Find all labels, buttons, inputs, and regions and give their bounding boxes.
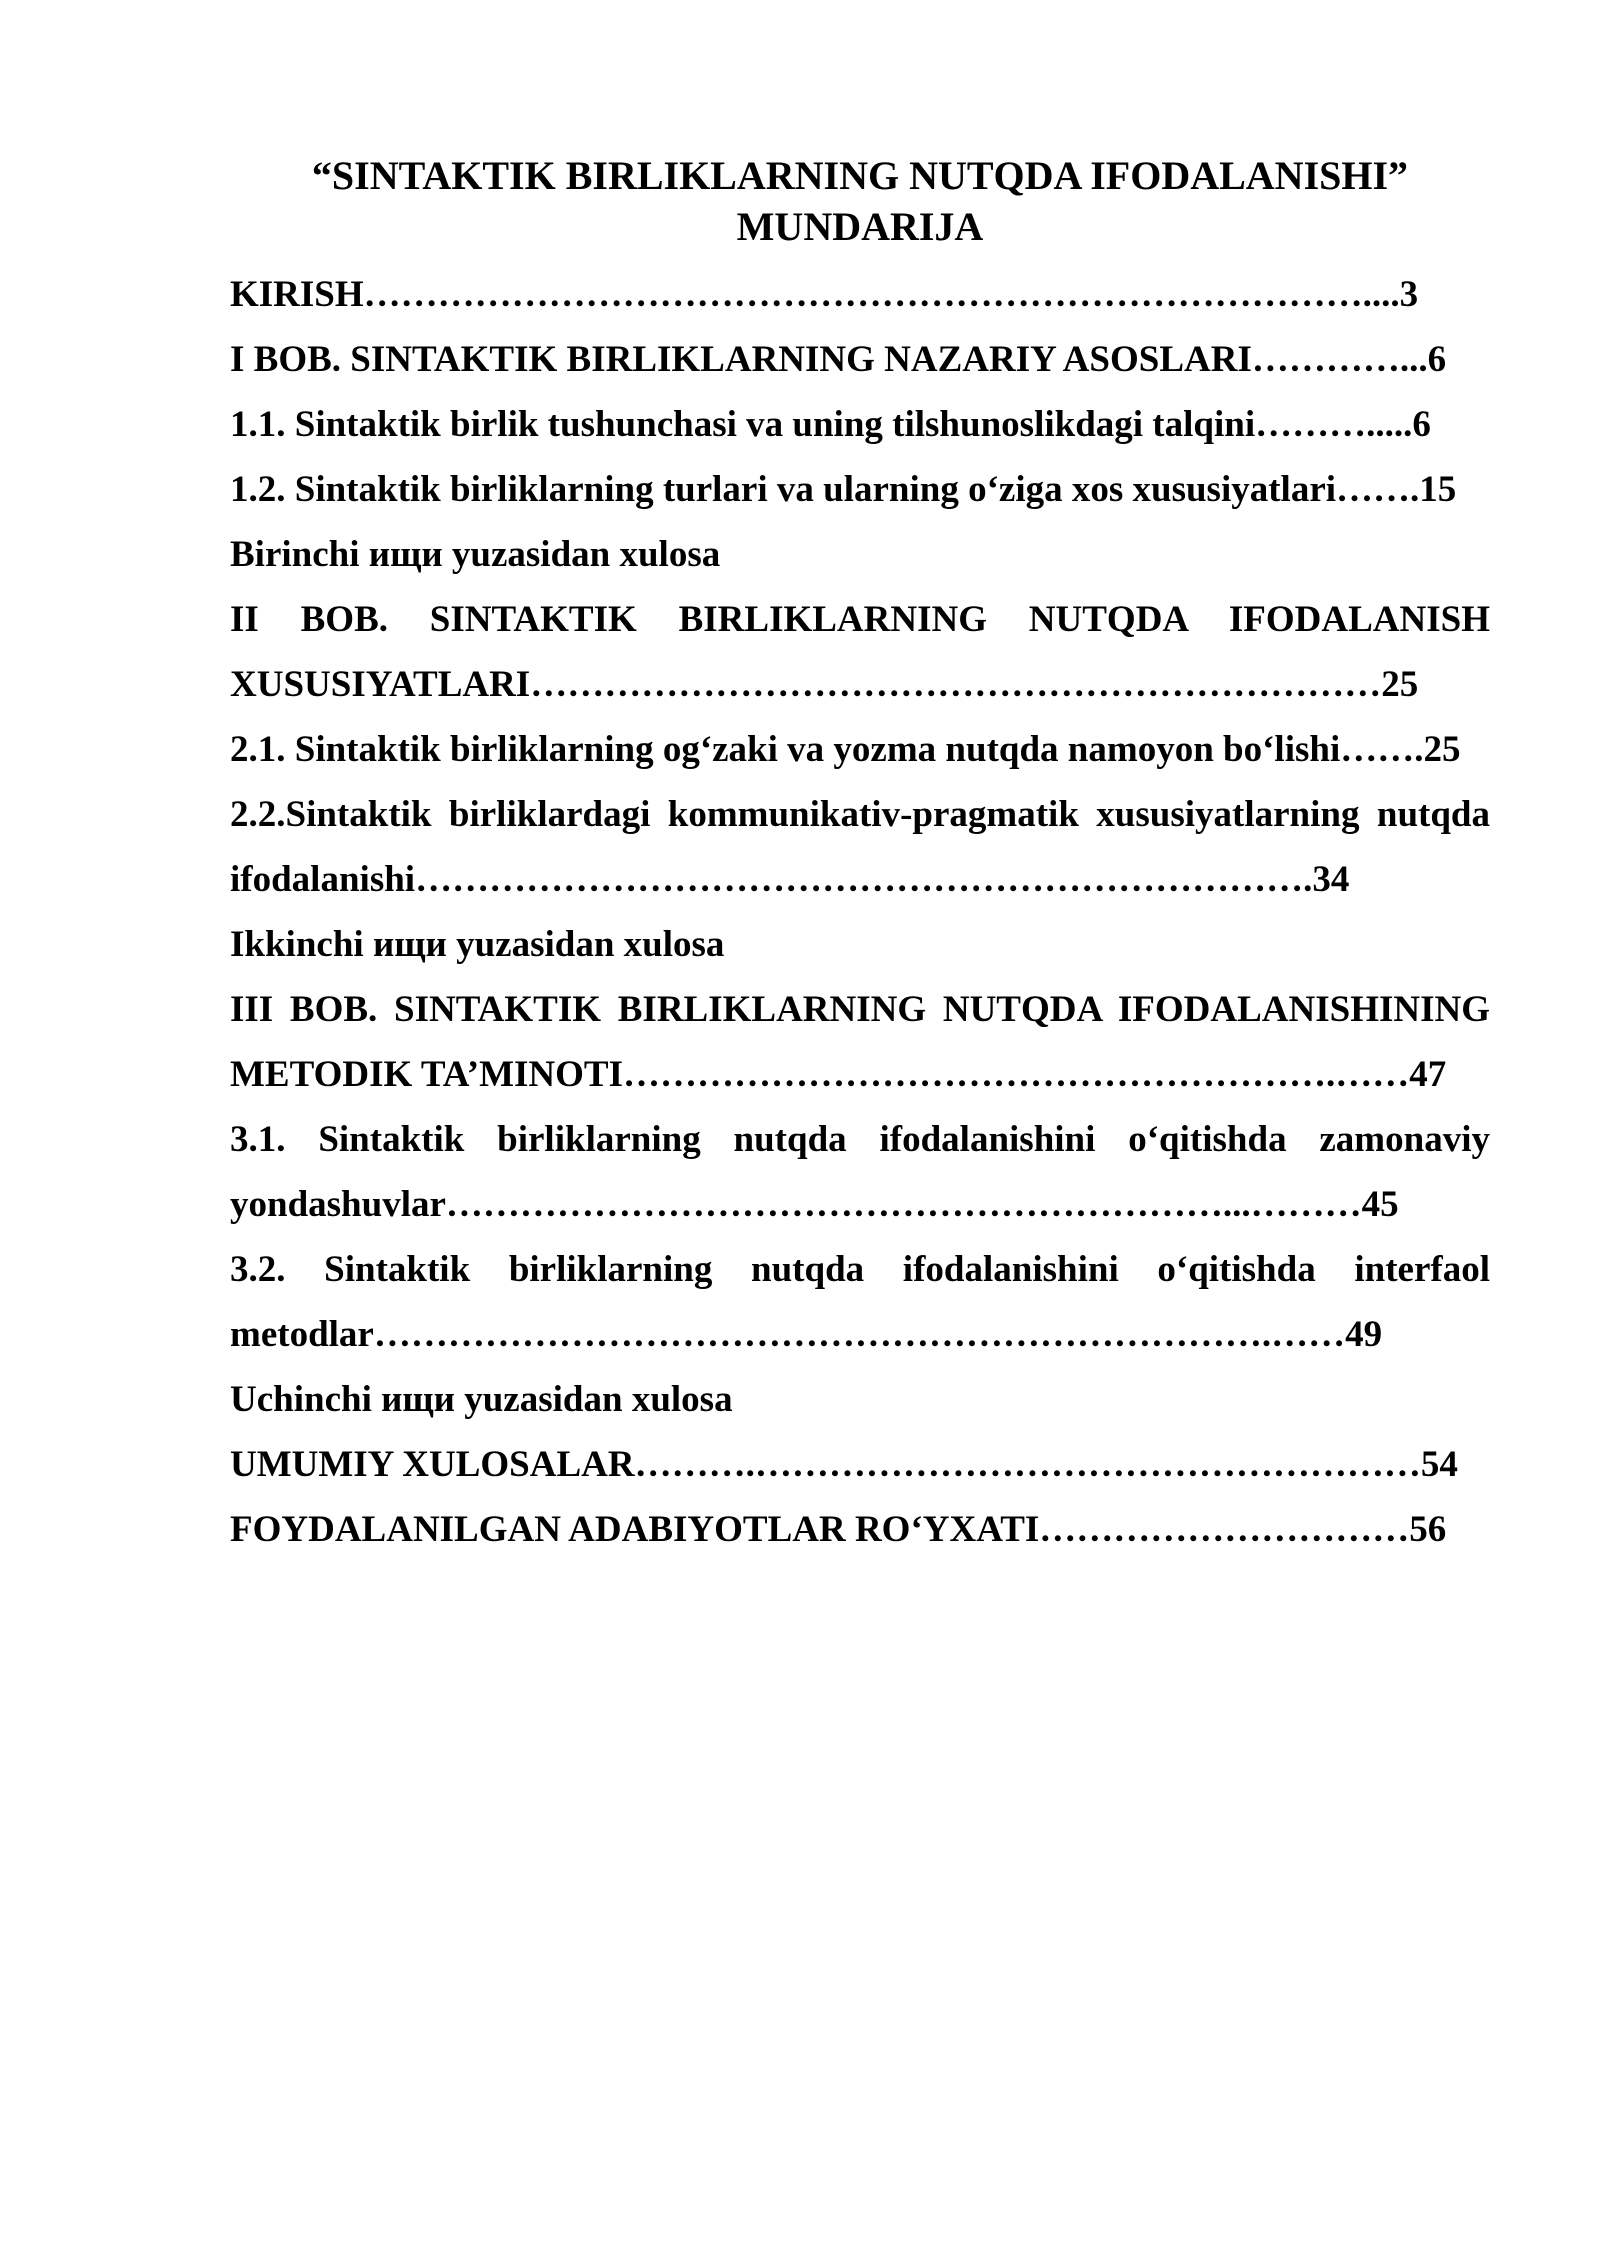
document-title: “SINTAKTIK BIRLIKLARNING NUTQDA IFODALANISHI” [311, 153, 1409, 198]
toc-entry-2-1: 2.1. Sintaktik birliklarning og‘zaki va yozma nutqda namoyon bo‘lishi…….25 [230, 729, 1461, 770]
toc-entry-chapter-3: III BOB. SINTAKTIK BIRLIKLARNING NUTQDA IFODALANISHINING [230, 989, 1490, 1030]
toc-entry-chapter-2: II BOB. SINTAKTIK BIRLIKLARNING NUTQDA IFODALANISH [230, 599, 1490, 640]
toc-entry-3-2: 3.2. Sintaktik birliklarning nutqda ifodalanishini o‘qitishda interfaol [230, 1249, 1490, 1290]
toc-entry-chapter-2-continued: XUSUSIYATLARI……………………………………………………………25 [230, 664, 1419, 705]
toc-entry-bibliography: FOYDALANILGAN ADABIYOTLAR RO‘YXATI…………………………56 [230, 1509, 1447, 1550]
toc-entry-general-conclusions: UMUMIY XULOSALAR……….………………………………………………54 [230, 1444, 1458, 1485]
table-of-contents-heading: MUNDARIJA [736, 204, 984, 249]
toc-entry-chapter-1-conclusion: Birinchi ищи yuzasidan xulosa [230, 534, 721, 575]
table-of-contents [230, 262, 1490, 1562]
toc-entry-chapter-3-conclusion: Uchinchi ищи yuzasidan xulosa [230, 1379, 733, 1420]
toc-entry-3-2-continued: metodlar……………………………………………………………….……49 [230, 1314, 1383, 1355]
toc-entry-3-1-continued: yondashuvlar………………………………………………………...………45 [230, 1184, 1399, 1225]
toc-entry-chapter-1: I BOB. SINTAKTIK BIRLIKLARNING NAZARIY ASOSLARI…………...6 [230, 339, 1447, 380]
toc-entry-3-1: 3.1. Sintaktik birliklarning nutqda ifodalanishini o‘qitishda zamonaviy [230, 1119, 1490, 1160]
toc-entry-2-2: 2.2.Sintaktik birliklardagi kommunikativ-pragmatik xususiyatlarning nutqda [230, 794, 1490, 835]
toc-entry-2-2-continued: ifodalanishi……………………………………………………………….34 [230, 859, 1350, 900]
toc-entry-chapter-2-conclusion: Ikkinchi ищи yuzasidan xulosa [230, 924, 725, 965]
toc-entry-kirish: KIRISH………………………………………………………………………....3 [230, 274, 1419, 315]
toc-entry-chapter-3-continued: METODIK TA’MINOTI………………………………………………….……47 [230, 1054, 1447, 1095]
toc-entry-1-1: 1.1. Sintaktik birlik tushunchasi va uning tilshunoslikdagi talqini……….....6 [230, 404, 1431, 445]
toc-entry-1-2: 1.2. Sintaktik birliklarning turlari va ularning o‘ziga xos xususiyatlari…….15 [230, 469, 1457, 510]
